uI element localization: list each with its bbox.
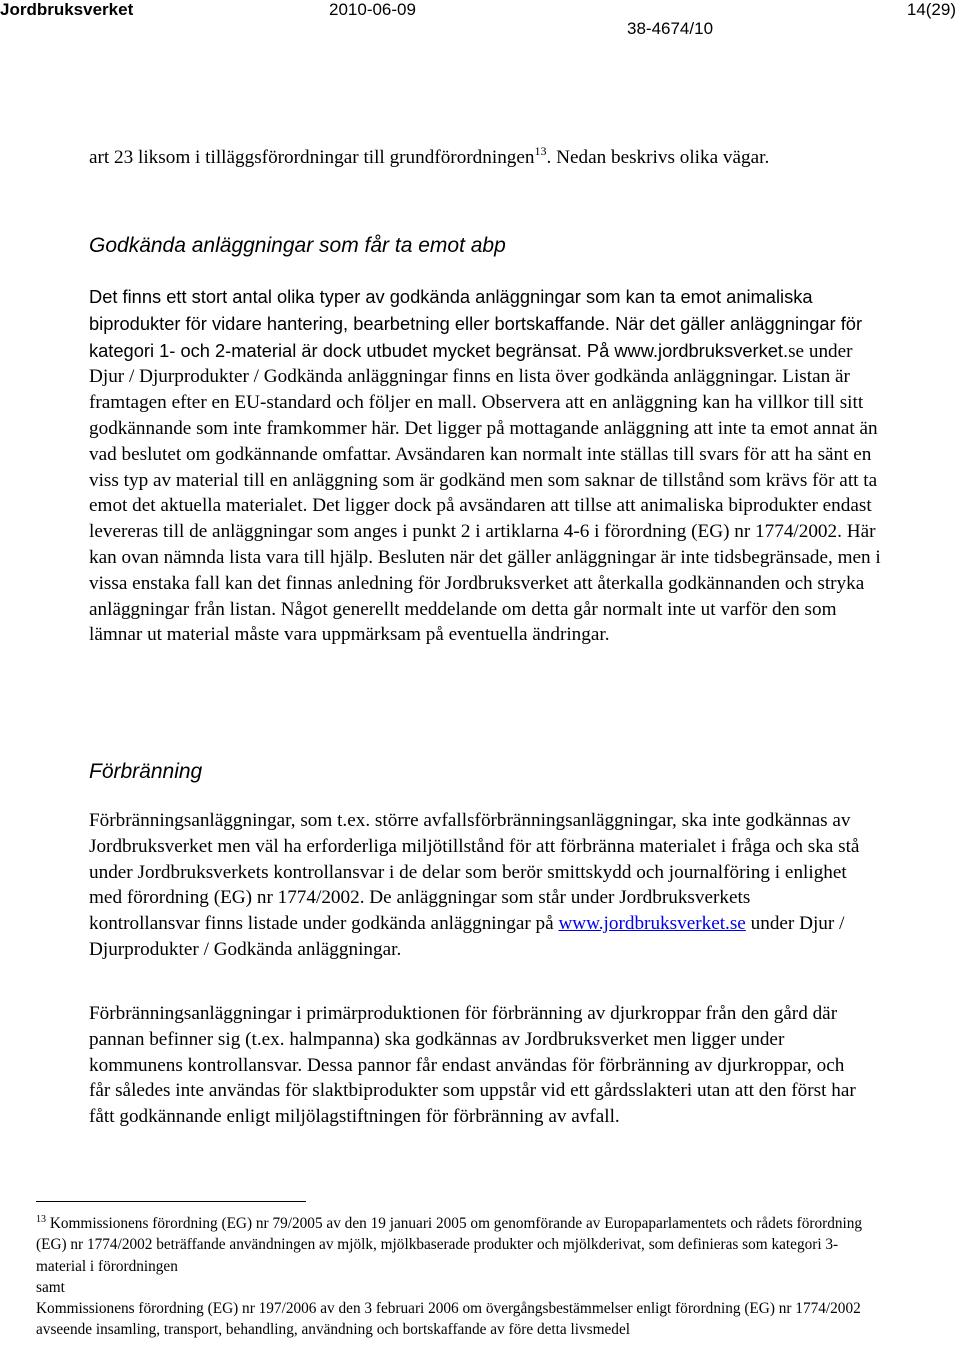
intro-text-end: . Nedan beskrivs olika vägar. xyxy=(546,147,770,168)
footnote-text-2: samt xyxy=(36,1278,65,1296)
header-organization: Jordbruksverket xyxy=(0,0,134,19)
approved-facilities-text: se under Djur / Djurprodukter / Godkända anläggningar finns en lista över godkända anläggningar. Listan är framtagen efter en EU-standard och följer en mall. Observera att en anläggning kan ha villkor till sitt godkännande som inte framkommer här. Det ligger på mottagande anläggning att inte ta emot annat än vad beslutet om godkännande omfattar. Avsändaren kan normalt inte ställas till svars för att ha sänt en viss typ av material till en anläggning som är godkänd men som saknar de tillstånd som krävs för att ta emot det aktuella materialet. Det ligger dock på avsändaren att tillse att animaliska biprodukter endast levereras till de anläggningar som anges i punkt 2 i artiklarna 4-6 i förordning (EG) nr 1774/2002. Här kan ovan nämnda lista vara till hjälp. Besluten när det gäller anläggningar är inte tidsbegränsade, men i vissa enstaka fall kan det finnas anledning för Jordbruksverket att återkalla godkännanden och stryka anläggningar från listan. Något generellt meddelande om detta går normalt inte ut varför den som lämnar ut material måste vara uppmärksam på eventuella ändringar. xyxy=(89,340,881,646)
incineration-text-end: under Djur / Djurprodukter / Godkända anläggningar. xyxy=(89,913,845,960)
jordbruksverket-link[interactable]: www.jordbruksverket.se xyxy=(558,913,746,935)
section-heading-incineration: Förbränning xyxy=(89,760,203,783)
intro-text: art 23 liksom i tilläggsförordningar till grundförordningen xyxy=(89,147,535,168)
intro-paragraph xyxy=(89,145,849,171)
incineration-paragraph-1 xyxy=(89,808,864,963)
header-date: 2010-06-09 xyxy=(329,0,416,19)
incineration-text: Förbränningsanläggningar, som t.ex. större avfallsförbränningsanläggningar, ska inte godkännas av Jordbruksverket men väl ha erforderliga miljötillstånd för att förbränna materialet i fråga och ska stå under Jordbruksverkets kontrollansvar i de delar som berör smittskydd och journalföring i enlighet med förordning (EG) nr 1774/2002. De anläggningar som står under Jordbruksverkets kontrollansvar finns listade under godkända anläggningar på xyxy=(89,810,860,935)
section-heading-approved-facilities: Godkända anläggningar som får ta emot abp xyxy=(89,234,506,257)
approved-facilities-paragraph xyxy=(89,284,884,648)
approved-facilities-text-sans: Det finns ett stort antal olika typer av godkända anläggningar som kan ta emot animaliska biprodukter för vidare hantering, bearbetning eller bortskaffande. När det gäller anläggningar för kategori 1- och 2-material är dock utbudet mycket begränsat. På www.jordbruksverket. xyxy=(89,286,863,361)
footnote-text-3: Kommissionens förordning (EG) nr 197/2006 av den 3 februari 2006 om övergångsbestämmelser enligt förordning (EG) nr 1774/2002 avseende insamling, transport, behandling, användning och bortskaffande av före detta livsmedel xyxy=(36,1300,861,1339)
footnote xyxy=(36,1213,876,1341)
incineration-text-2: Förbränningsanläggningar i primärproduktionen för förbränning av djurkroppar från den gård där pannan befinner sig (t.ex. halmpanna) ska godkännas av Jordbruksverket men ligger under kommunens kontrollansvar. Dessa pannor får endast användas för förbränning av djurkroppar, och får således inte användas för slaktbiprodukter som uppstår vid ett gårdsslakteri utan att den först har fått godkännande enligt miljölagstiftningen för förbränning av avfall. xyxy=(89,1003,856,1128)
footnote-reference: 13 xyxy=(534,144,547,158)
header-reference-number: 38-4674/10 xyxy=(627,19,714,38)
incineration-paragraph-2 xyxy=(89,1001,859,1130)
footnote-separator xyxy=(36,1201,306,1202)
footnote-text-1: Kommissionens förordning (EG) nr 79/2005 av den 19 januari 2005 om genomförande av Europaparlamentets och rådets förordning (EG) nr 1774/2002 beträffande användningen av mjölk, mjölkbaserade produkter och mjölkderivat, som definieras som kategori 3-material i förordningen xyxy=(36,1215,863,1275)
header-page-number: 14(29) xyxy=(906,0,956,19)
footnote-number: 13 xyxy=(36,1214,46,1225)
